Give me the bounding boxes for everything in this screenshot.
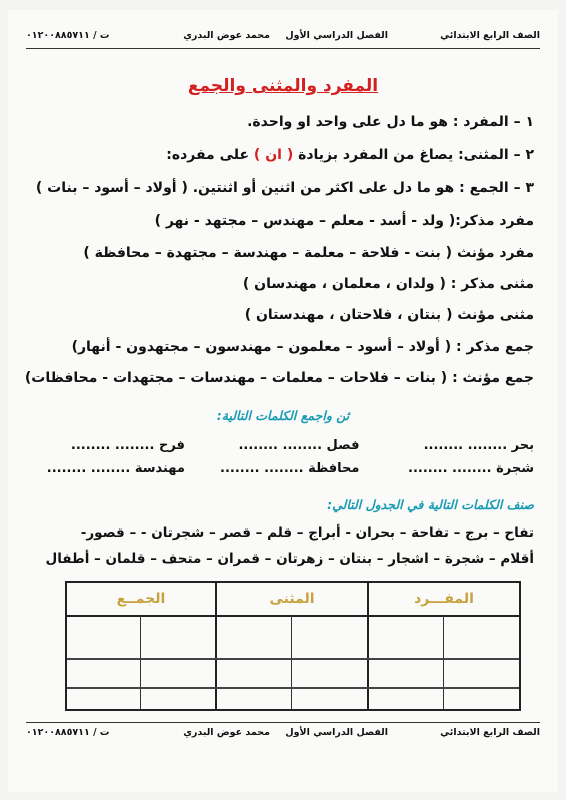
- table-subdivider: [291, 615, 293, 709]
- example-fem-dual: مثنى مؤنث ( بنتان ، فلاحتان ، مهندستان ): [244, 307, 534, 323]
- table-divider: [215, 583, 217, 709]
- exercise2-words-line2: أقلام – شجرة – اشجار – بنتان – زهرتان – قمران – متحف – قلمان – أطفال: [45, 551, 534, 567]
- table-header-plural: الجمــع: [67, 583, 215, 617]
- exercise1-word-shajara: شجرة ........ ........: [408, 461, 534, 476]
- footer-phone: ت / ٠١٢٠٠٨٨٥٧١١: [26, 727, 110, 738]
- table-row-line: [67, 658, 519, 660]
- definition-plural: ٣ – الجمع : هو ما دل على اكثر من اثنين أو اثنتين. ( أولاد – أسود – بنات ): [35, 180, 534, 196]
- exercise1-word-bahr: بحر ........ ........: [423, 438, 534, 453]
- definition-singular: ١ – المفرد : هو ما دل على واحد او واحدة.: [247, 114, 534, 130]
- page-title: المفرد والمثنى والجمع: [187, 76, 379, 96]
- table-header-dual: المثنى: [217, 583, 367, 617]
- exercise1-word-fasl: فصل ........ ........: [238, 438, 360, 453]
- example-fem-singular: مفرد مؤنث ( بنت - فلاحة – معلمة – مهندسة – مجتهدة – محافظة ): [83, 245, 534, 261]
- example-fem-plural: جمع مؤنث : ( بنات – فلاحات – معلمات – مهندسات – مجتهدات - محافظات): [24, 370, 534, 386]
- header-teacher: محمد عوض البدري: [183, 30, 270, 41]
- definition-dual-suffix: ( ان ): [253, 147, 294, 163]
- exercise2-words-line1: تفاح – برج – تفاحة – بحران - أبراج – قلم – قصر – شجرتان - – قصور-: [80, 525, 534, 541]
- table-header-singular: المفـــرد: [369, 583, 519, 617]
- exercise2-title: صنف الكلمات التالية في الجدول التالي:: [327, 497, 534, 512]
- example-masc-plural: جمع مذكر : ( أولاد – أسود – معلمون – مهندسون – مجتهدون - أنهار): [71, 339, 534, 355]
- exercise1-title: ثن واجمع الكلمات التالية:: [216, 408, 350, 423]
- header-phone: ت / ٠١٢٠٠٨٨٥٧١١: [26, 30, 110, 41]
- footer-grade: الصف الرابع الابتدائي: [440, 727, 540, 738]
- footer-teacher: محمد عوض البدري: [183, 727, 270, 738]
- worksheet-page: [8, 10, 558, 792]
- header-term: الفصل الدراسي الأول: [285, 30, 388, 41]
- example-masc-singular: مفرد مذكر:( ولد - أسد - معلم – مهندس – مجتهد - نهر ): [154, 213, 534, 229]
- exercise1-word-muhafaza: محافظة ........ ........: [220, 461, 360, 476]
- exercise1-row1: [24, 438, 534, 453]
- example-masc-dual: مثنى مذكر : ( ولدان ، معلمان ، مهندسان ): [242, 276, 534, 292]
- header-grade: الصف الرابع الابتدائي: [440, 30, 540, 41]
- classification-table: [65, 581, 521, 711]
- top-header: [26, 26, 540, 49]
- table-subdivider: [443, 615, 445, 709]
- table-divider: [367, 583, 369, 709]
- exercise1-word-muhandisa: مهندسة ........ ........: [46, 461, 185, 476]
- footer-term: الفصل الدراسي الأول: [285, 727, 388, 738]
- definition-dual: [24, 147, 534, 163]
- exercise1-row2: [24, 461, 534, 476]
- definition-dual-tail: على مفرده:: [166, 147, 250, 163]
- table-row-line: [67, 687, 519, 689]
- bottom-footer: [26, 722, 540, 749]
- exercise1-word-farah: فرح ........ ........: [70, 438, 185, 453]
- table-subdivider: [140, 615, 142, 709]
- definition-dual-text: ٢ – المثنى: يصاغ من المفرد بزيادة: [298, 147, 534, 163]
